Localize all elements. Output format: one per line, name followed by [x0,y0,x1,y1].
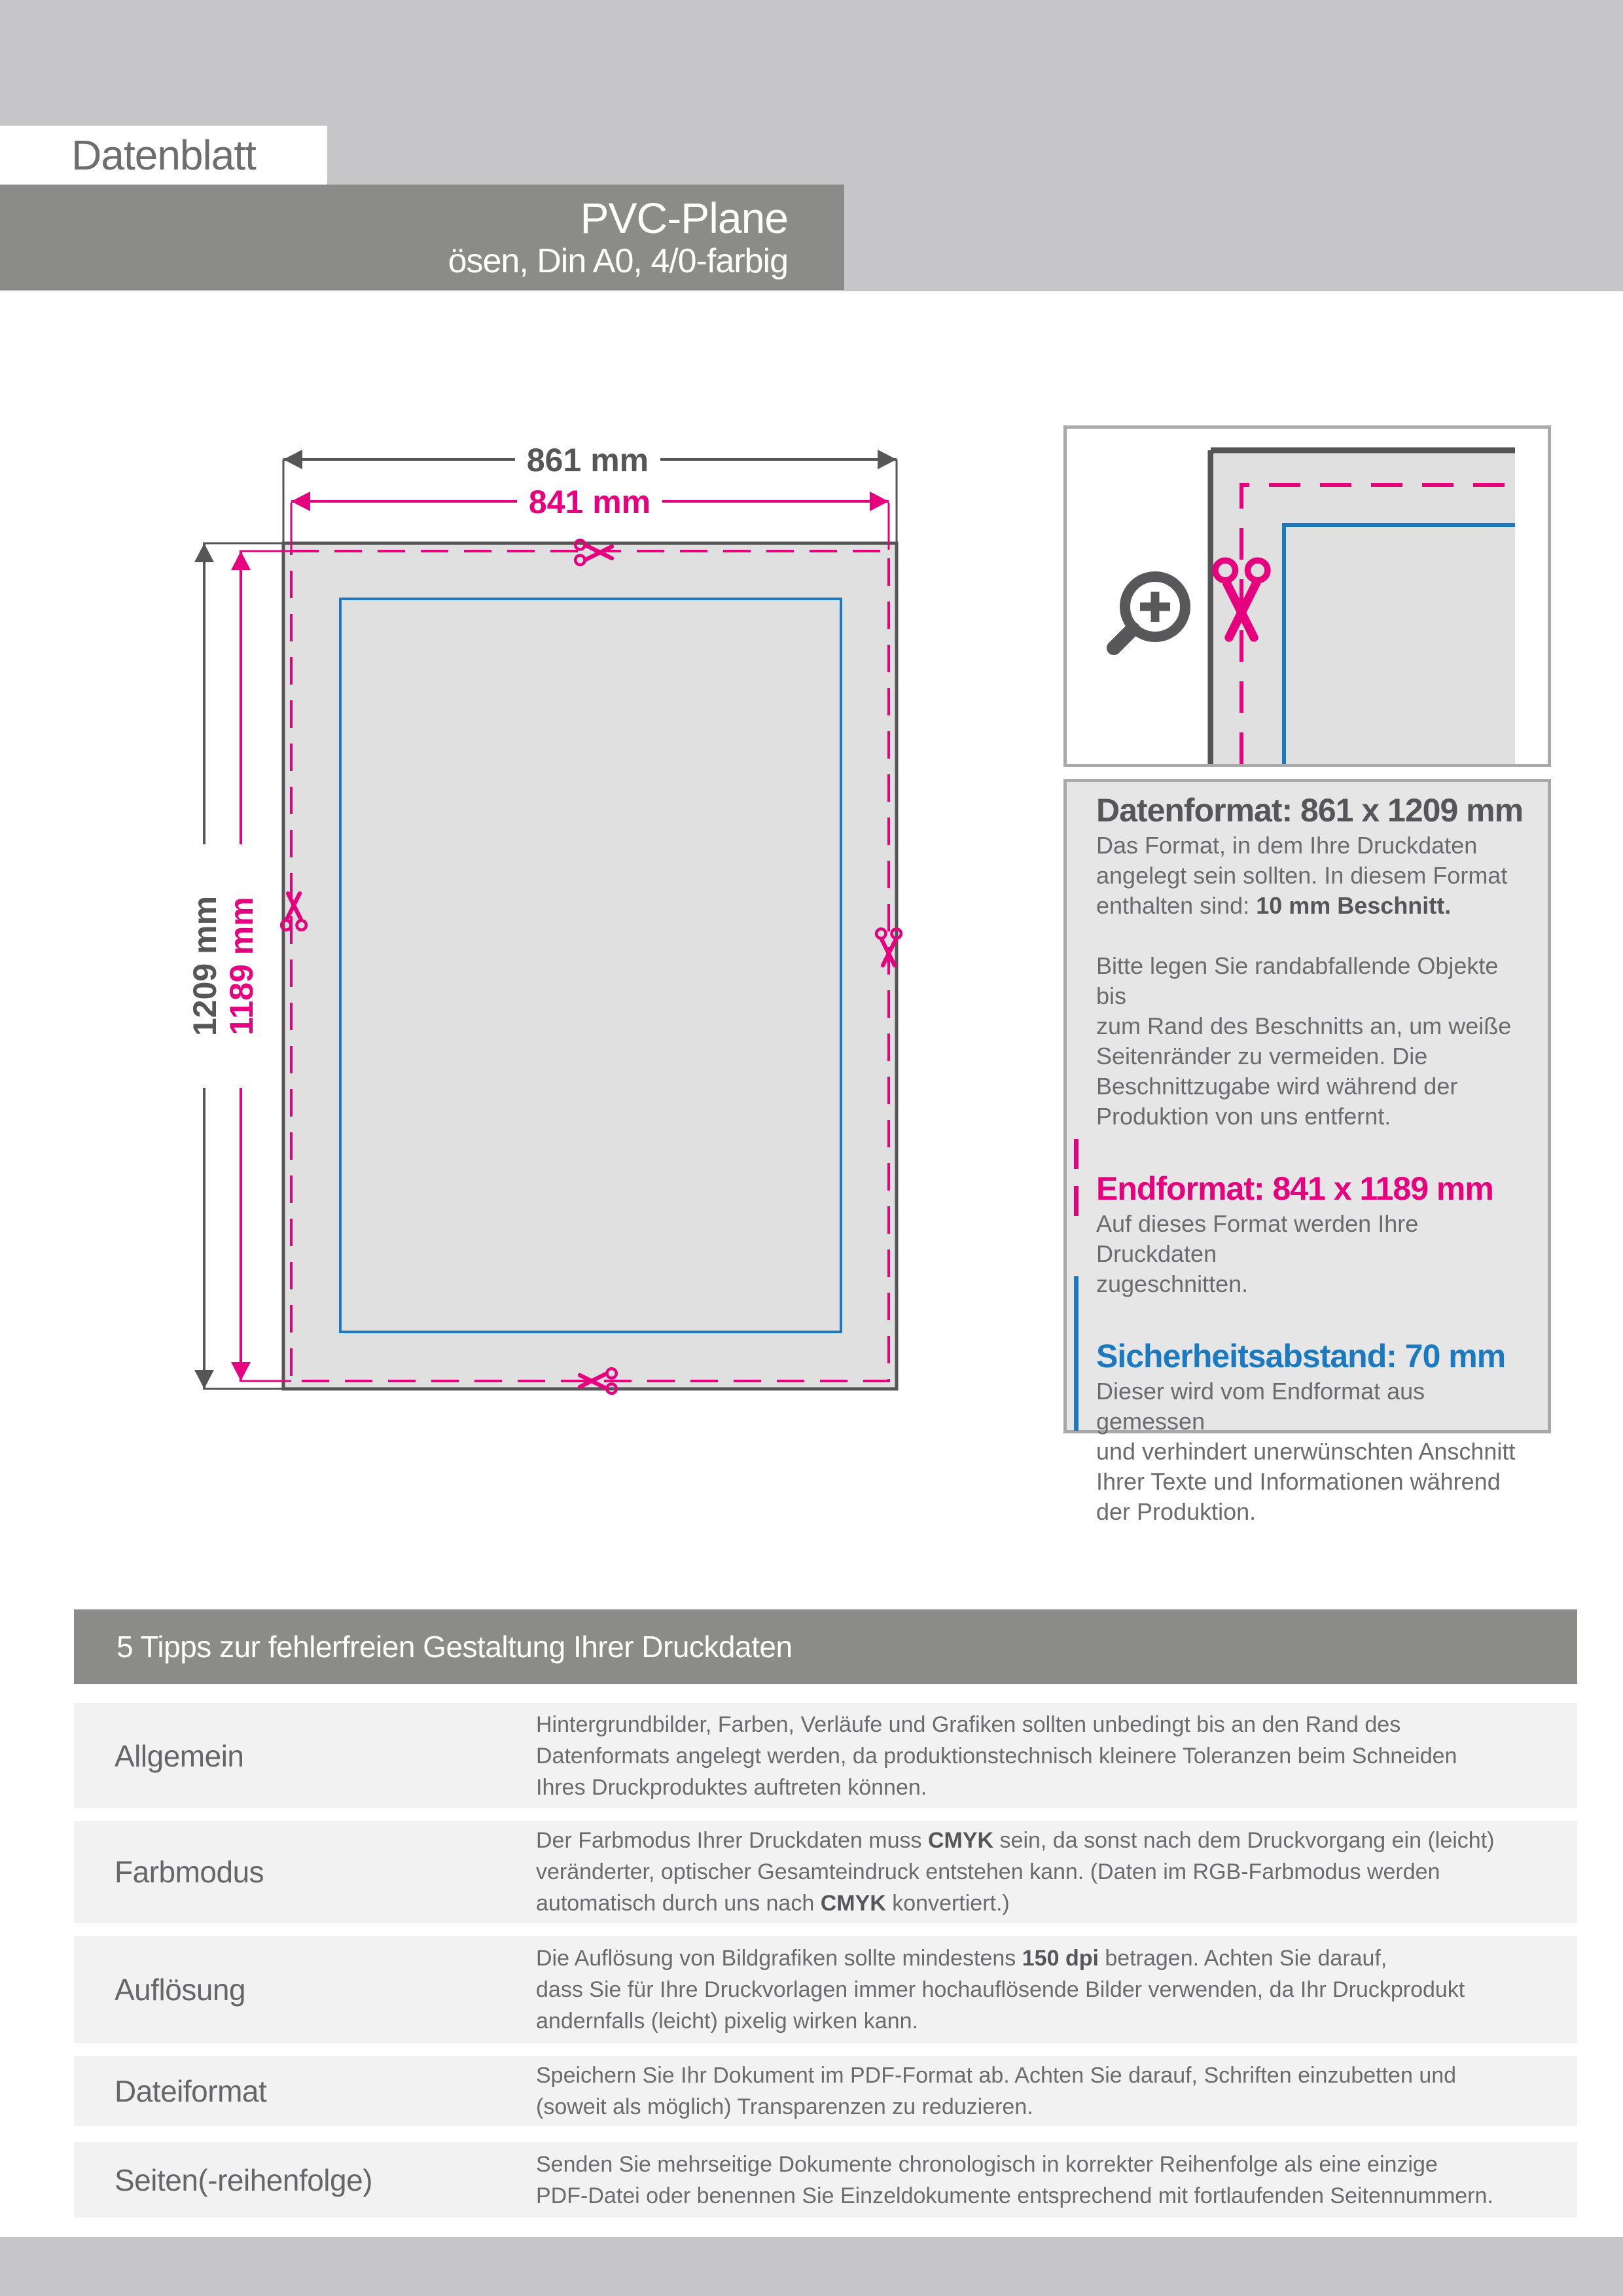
text-segment: sein, da sonst nach dem Druckvorgang ein (leicht) [993,1828,1495,1853]
tip-label: Dateiformat [115,2073,267,2108]
sicherheitsabstand-text [1096,1376,1528,1527]
product-spec: ösen, Din A0, 4/0-farbig [448,242,788,280]
tip-row-allgemein [74,1703,1577,1808]
format-info-panel [1063,779,1551,1525]
text-segment: Die Auflösung von Bildgrafiken sollte mindestens [536,1946,1022,1971]
corner-detail-box [1063,425,1551,767]
text-line: Dieser wird vom Endformat aus gemessen [1096,1378,1425,1435]
text-segment: automatisch durch uns nach [536,1891,821,1916]
zoom-magnifier-icon [1114,577,1185,648]
text-line [536,1943,1465,1974]
text-segment-bold: CMYK [927,1828,994,1853]
text-line: der Produktion. [1096,1498,1257,1525]
datenformat-sheet [283,543,897,1389]
text-line [536,1825,1494,1856]
text-segment: konvertiert.) [885,1891,1010,1916]
dim-width-outer-label: 861 mm [526,442,649,478]
text-line: Senden Sie mehrseitige Dokumente chronologisch in korrekter Reihenfolge als eine einzige [536,2151,1438,2177]
text-line: Datenformats angelegt werden, da produktionstechnisch kleinere Toleranzen beim Schneiden [536,1743,1457,1768]
text-segment: enthalten sind: [1096,892,1257,919]
dimension-width-outer [283,438,897,481]
bleed-text [1096,951,1528,1132]
text-line [536,1888,1494,1919]
product-name: PVC-Plane [580,193,788,242]
datenformat-text [1096,831,1528,921]
tip-label: Farbmodus [115,1855,264,1889]
text-line: Seitenränder zu vermeiden. Die [1096,1043,1428,1069]
dimension-height-inner [223,551,261,1381]
sicherheitsabstand-accent-line [1074,1276,1079,1431]
text-line: andernfalls (leicht) pixelig wirken kann. [536,2009,918,2034]
tip-text [536,1825,1494,1919]
datasheet-title: Datenblatt [71,132,256,179]
tip-row-aufloesung [74,1936,1577,2043]
text-segment-bold: 150 dpi [1022,1946,1099,1971]
footer-band [0,2237,1623,2296]
dim-width-inner-label: 841 mm [528,484,651,520]
dim-height-outer-label: 1209 mm [187,895,223,1037]
text-line: und verhindert unerwünschten Anschnitt [1096,1438,1516,1465]
tip-label: Auflösung [115,1973,246,2007]
tip-row-farbmodus [74,1821,1577,1923]
tip-text [536,1943,1465,2037]
tip-label: Allgemein [115,1738,244,1773]
tip-row-seitenreihenfolge [74,2142,1577,2217]
text-line: Bitte legen Sie randabfallende Objekte bis [1096,952,1499,1009]
sicherheitsabstand-heading: Sicherheitsabstand: 70 mm [1096,1338,1506,1374]
text-segment-bold: 10 mm Beschnitt. [1256,892,1452,919]
dimension-height-outer [185,543,223,1389]
text-line: angelegt sein sollten. In diesem Format [1096,862,1508,889]
text-line: Ihrer Texte und Informationen während [1096,1468,1501,1495]
text-line [1096,891,1528,921]
text-line: veränderter, optischer Gesamteindruck entstehen kann. (Daten im RGB-Farbmodus werden [536,1859,1440,1884]
tips-title: 5 Tipps zur fehlerfreien Gestaltung Ihrer Druckdaten [116,1630,793,1664]
text-line: Hintergrundbilder, Farben, Verläufe und Grafiken sollten unbedingt bis an den Rand des [536,1712,1401,1737]
tip-text [536,2149,1493,2212]
text-line: (soweit als möglich) Transparenzen zu reduzieren. [536,2094,1033,2119]
text-line: zum Rand des Beschnitts an, um weiße [1096,1013,1512,1039]
text-line: Beschnittzugabe wird während der [1096,1073,1458,1100]
tip-label: Seiten(-reihenfolge) [115,2162,373,2197]
text-segment: betragen. Achten Sie darauf, [1098,1946,1387,1971]
text-segment: Der Farbmodus Ihrer Druckdaten muss [536,1828,928,1853]
detail-sheet [1213,454,1515,764]
tip-text [536,2060,1456,2123]
dim-height-inner-label: 1189 mm [223,897,260,1035]
tip-row-dateiformat [74,2056,1577,2126]
corner-detail-illustration [1067,429,1548,764]
text-line: zugeschnitten. [1096,1270,1249,1297]
tip-text [536,1709,1457,1803]
endformat-text [1096,1209,1528,1299]
text-line: Auf dieses Format werden Ihre Druckdaten [1096,1210,1419,1267]
dimension-width-inner [291,480,889,523]
text-line: Produktion von uns entfernt. [1096,1103,1391,1130]
text-line: Speichern Sie Ihr Dokument im PDF-Format ab. Achten Sie darauf, Schriften einzubetten und [536,2062,1457,2088]
text-line: dass Sie für Ihre Druckvorlagen immer hochauflösende Bilder verwenden, da Ihr Druckprodukt [536,1977,1465,2002]
text-line: Das Format, in dem Ihre Druckdaten [1096,832,1478,859]
tips-header-bar [74,1609,1577,1684]
datenformat-heading: Datenformat: 861 x 1209 mm [1096,792,1524,829]
endformat-heading: Endformat: 841 x 1189 mm [1096,1170,1493,1207]
text-line: Ihres Druckproduktes auftreten können. [536,1774,927,1800]
endformat-accent-line [1074,1139,1079,1232]
text-line: PDF-Datei oder benennen Sie Einzeldokumente entsprechend mit fortlaufenden Seitennummern. [536,2183,1493,2208]
text-segment-bold: CMYK [820,1891,886,1916]
